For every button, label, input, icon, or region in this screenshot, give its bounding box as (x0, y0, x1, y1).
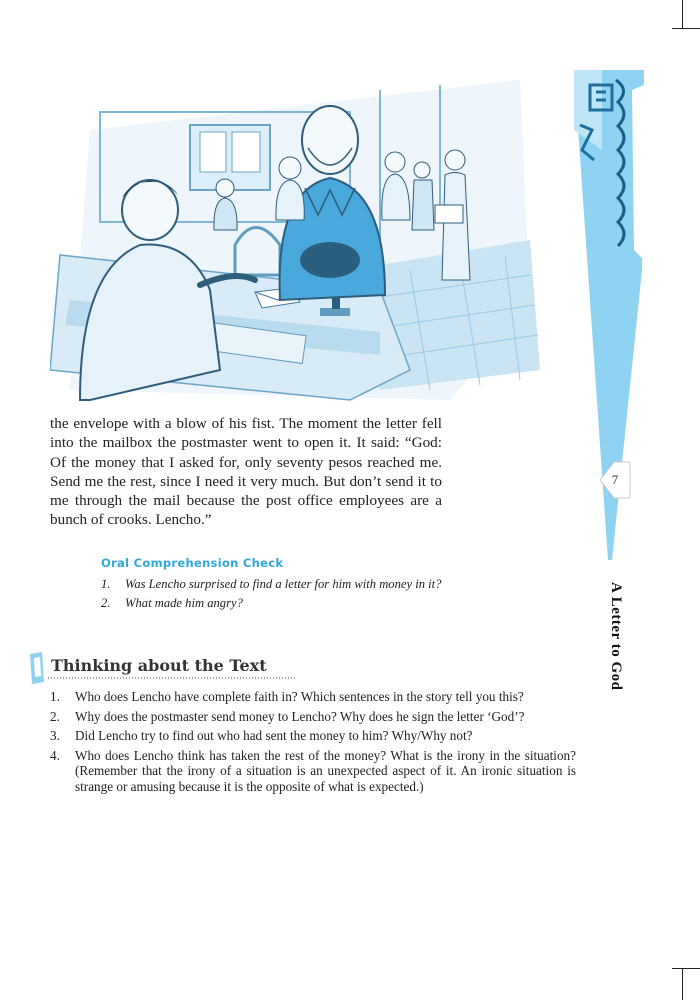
question-number: 2. (101, 596, 111, 610)
question-number: 2. (50, 708, 60, 724)
question-number: 1. (50, 689, 60, 704)
chapter-side-band (572, 70, 647, 590)
question-text: Who does Lencho have complete faith in? Which sentences in the story tell you this? (75, 689, 524, 704)
list-item (50, 748, 576, 795)
crop-mark (682, 0, 683, 28)
oral-check-heading: Oral Comprehension Check (101, 556, 284, 570)
post-office-illustration (50, 70, 550, 410)
crop-mark (682, 968, 683, 1000)
story-paragraph: the envelope with a blow of his fist. The moment the letter fell into the mailbox the postmaster went to open it. It said: “God: Of the money that I asked for, only seventy pesos reached me. Send me the rest, since I need it very much. But don’t send it to me through the mail because the post office employees are a bunch of crooks. Lencho.” (50, 415, 442, 529)
list-item (101, 575, 541, 594)
question-text: What made him angry? (125, 596, 243, 610)
question-number: 3. (50, 728, 60, 743)
section-heading: Thinking about the Text (51, 656, 267, 675)
question-text: Did Lencho try to find out who had sent the money to him? Why/Why not? (75, 728, 473, 743)
question-text: Who does Lencho think has taken the rest of the money? What is the irony in the situation? (Remember that the irony of a situation is an unexpected aspect of it. An ironic situation is strange or amusing because it is the opposite of what is expected.) (75, 747, 576, 794)
question-text: Was Lencho surprised to find a letter for him with money in it? (125, 577, 442, 591)
crop-mark (672, 28, 700, 29)
question-text: Why does the postmaster send money to Lencho? Why does he sign the letter ‘God’? (75, 708, 525, 724)
question-number: 4. (50, 747, 60, 763)
crop-mark (672, 968, 700, 969)
chapter-title: A Letter to God (608, 582, 624, 691)
list-item (50, 709, 576, 725)
list-item (101, 594, 541, 613)
list-item (50, 728, 576, 744)
list-item (50, 689, 576, 705)
thinking-questions-list (50, 689, 576, 798)
oral-check-list (101, 575, 541, 613)
question-number: 1. (101, 577, 111, 591)
page-number: 7 (611, 472, 619, 487)
